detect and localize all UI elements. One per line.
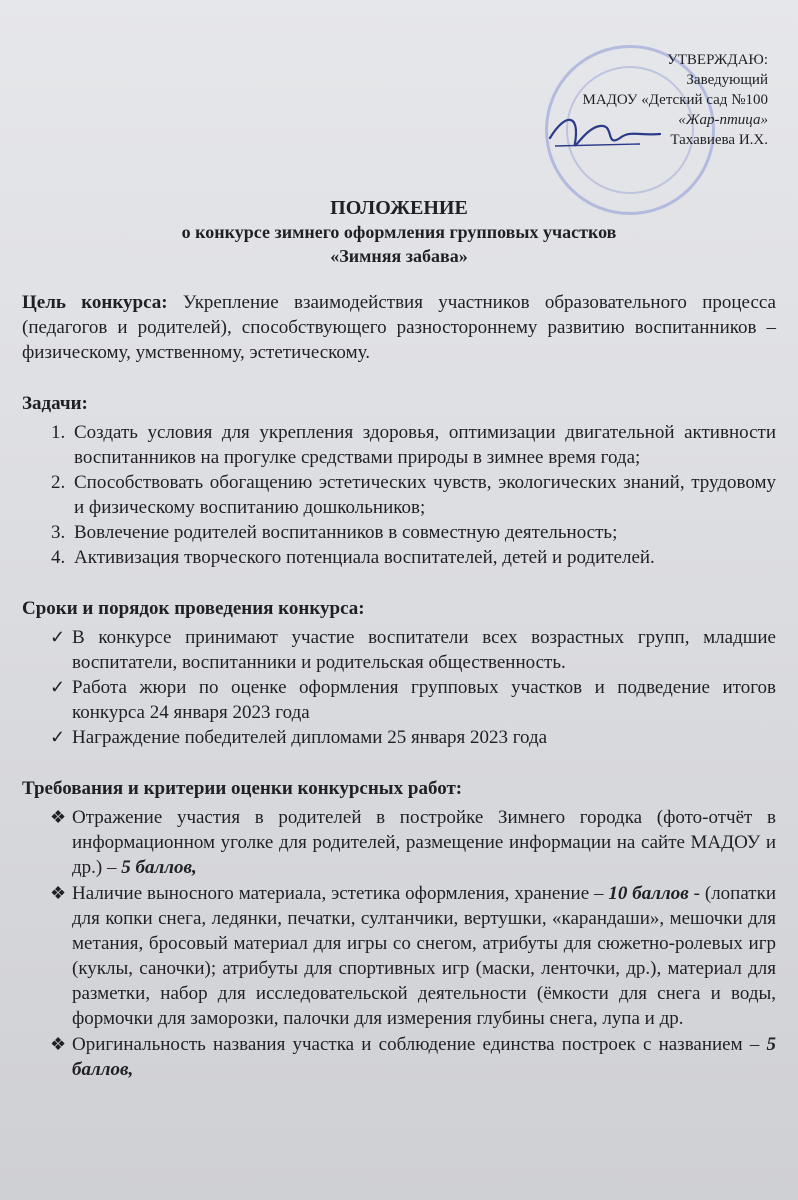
list-item — [50, 725, 776, 750]
list-item: 2. Способствовать обогащению эстетических чувств, экологических знаний, трудовому и физическому воспитанию дошкольников; — [70, 470, 776, 520]
item-text: Оригинальность названия участка и соблюдение единства построек с названием – — [72, 1034, 767, 1055]
item-score: 5 баллов, — [72, 1034, 776, 1080]
diamond-bullet-icon: ❖ — [50, 807, 67, 827]
goal-paragraph — [22, 290, 776, 365]
goal-label: Цель конкурса: — [22, 292, 168, 313]
item-after: - (лопатки для копки снега, ледянки, печатки, султанчики, вертушки, «карандаши», мешочки для метания, бросовый материал для игры со снегом, атрибуты для сюжетно-ролевых игр (куклы, саночки); атрибуты для спортивных игр (маски, ленточки, др.), материал для разметки, набор для исследовательской деятельности (ёмкости для снега и воды, формочки для заморозки, палочки для измерения глубины снега, лупа и др. — [72, 883, 776, 1029]
item-text: Наличие выносного материала, эстетика оформления, хранение – — [72, 883, 609, 904]
item-text: Работа жюри по оценке оформления групповых участков и подведение итогов конкурса 24 января 2023 года — [72, 677, 776, 723]
item-score: 10 баллов — [608, 883, 689, 904]
diamond-bullet-icon: ❖ — [50, 1034, 67, 1054]
diamond-bullet-icon: ❖ — [50, 883, 67, 903]
item-text: Отражение участия в родителей в постройке Зимнего городка (фото-отчёт в информационном уголке для родителей, размещение информации на сайте МАДОУ и др.) – — [72, 807, 776, 878]
list-item — [50, 625, 776, 675]
checkmark-icon: ✓ — [50, 627, 66, 647]
timeline-heading: Сроки и порядок проведения конкурса: — [22, 598, 365, 619]
approval-title: УТВЕРЖДАЮ: — [667, 52, 768, 68]
criteria-heading: Требования и критерии оценки конкурсных работ: — [22, 778, 463, 799]
approval-block — [582, 50, 768, 150]
title-name: «Зимняя забава» — [330, 246, 468, 266]
approval-signer: Тахавиева И.Х. — [670, 132, 768, 148]
tasks-list — [22, 420, 776, 570]
list-item: 4. Активизация творческого потенциала воспитателей, детей и родителей. — [70, 545, 776, 570]
title-sub: о конкурсе зимнего оформления групповых участков — [181, 222, 617, 242]
approval-position: Заведующий — [686, 72, 768, 88]
title-main: ПОЛОЖЕНИЕ — [330, 197, 468, 219]
tasks-heading: Задачи: — [22, 393, 88, 414]
timeline-list — [22, 625, 776, 750]
criteria-list — [22, 805, 776, 1082]
approval-org: МАДОУ «Детский сад №100 — [582, 92, 768, 108]
checkmark-icon: ✓ — [50, 677, 66, 697]
checkmark-icon: ✓ — [50, 727, 66, 747]
list-item — [50, 675, 776, 725]
list-item — [50, 1032, 776, 1082]
list-item — [50, 805, 776, 880]
list-item — [50, 881, 776, 1031]
document-body — [22, 290, 776, 1083]
document-title — [0, 196, 798, 268]
item-text: В конкурсе принимают участие воспитатели всех возрастных групп, младшие воспитатели, воспитанники и родительская общественность. — [72, 627, 776, 673]
list-item: 1. Создать условия для укрепления здоровья, оптимизации двигательной активности воспитанников на прогулке средствами природы в зимнее время года; — [70, 420, 776, 470]
item-text: Награждение победителей дипломами 25 января 2023 года — [72, 727, 548, 748]
approval-org-name: «Жар-птица» — [678, 112, 768, 128]
goal-text: Укрепление взаимодействия участников образовательного процесса (педагогов и родителей), способствующего разностороннему развитию воспитанников – физическому, умственному, эстетическому. — [22, 292, 776, 363]
item-score: 5 баллов, — [121, 857, 197, 878]
list-item: 3. Вовлечение родителей воспитанников в совместную деятельность; — [70, 520, 776, 545]
